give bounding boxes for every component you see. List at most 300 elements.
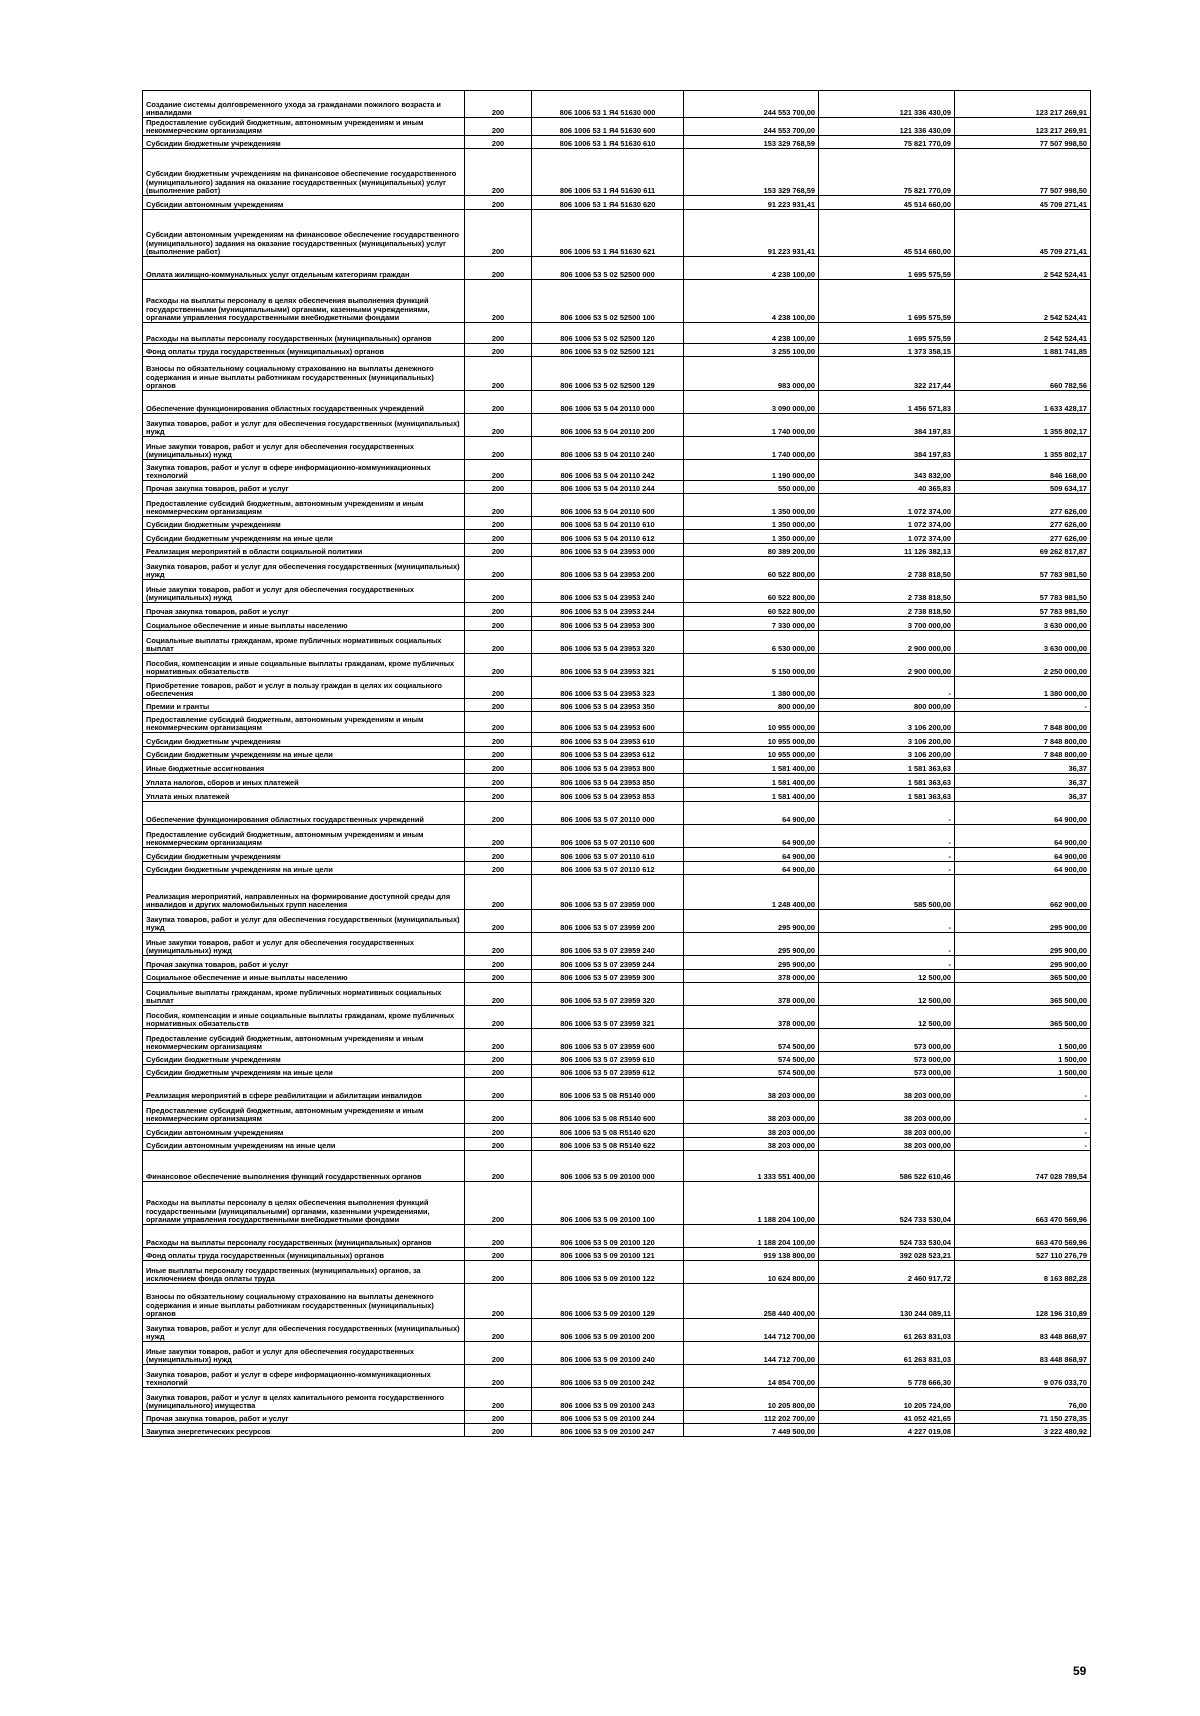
row-budget-code: 806 1006 53 5 07 23959 240 [532, 933, 684, 956]
row-name: Реализация мероприятий в области социальной политики [143, 544, 465, 557]
row-approved: 1 350 000,00 [684, 494, 819, 517]
row-approved: 983 000,00 [684, 357, 819, 391]
row-name: Иные закупки товаров, работ и услуг для обеспечения государственных (муниципальных) нужд [143, 437, 465, 460]
row-code: 200 [465, 910, 532, 933]
row-name: Субсидии автономным учреждениям [143, 1124, 465, 1138]
row-approved: 258 440 400,00 [684, 1284, 819, 1319]
row-unexecuted: 365 500,00 [955, 1006, 1091, 1029]
row-code: 200 [465, 1151, 532, 1182]
row-approved: 144 712 700,00 [684, 1319, 819, 1342]
row-unexecuted: 277 626,00 [955, 494, 1091, 517]
row-code: 200 [465, 196, 532, 210]
row-unexecuted: 8 163 882,28 [955, 1261, 1091, 1284]
row-approved: 1 333 551 400,00 [684, 1151, 819, 1182]
row-unexecuted: 1 355 802,17 [955, 437, 1091, 460]
table-row [143, 1078, 1091, 1101]
table-row [143, 460, 1091, 481]
row-code: 200 [465, 848, 532, 862]
row-executed: 40 365,83 [819, 481, 955, 494]
row-code: 200 [465, 344, 532, 357]
row-executed: 585 500,00 [819, 875, 955, 910]
row-approved: 1 581 400,00 [684, 774, 819, 788]
row-approved: 1 350 000,00 [684, 530, 819, 544]
row-budget-code: 806 1006 53 5 09 20100 129 [532, 1284, 684, 1319]
row-name: Взносы по обязательному социальному страхованию на выплаты денежного содержания и иные выплаты работникам государственных (муниципальных) органов [143, 1284, 465, 1319]
row-approved: 10 955 000,00 [684, 747, 819, 760]
row-budget-code: 806 1006 53 5 09 20100 243 [532, 1388, 684, 1411]
row-budget-code: 806 1006 53 5 04 23953 323 [532, 677, 684, 699]
table-row [143, 1424, 1091, 1437]
row-unexecuted: 660 782,56 [955, 357, 1091, 391]
table-row [143, 1029, 1091, 1052]
table-row [143, 1101, 1091, 1124]
row-budget-code: 806 1006 53 5 04 20110 600 [532, 494, 684, 517]
row-approved: 10 955 000,00 [684, 733, 819, 747]
row-code: 200 [465, 1319, 532, 1342]
row-approved: 574 500,00 [684, 1065, 819, 1078]
table-row [143, 760, 1091, 774]
row-executed: 121 336 430,09 [819, 118, 955, 136]
row-approved: 1 248 400,00 [684, 875, 819, 910]
row-code: 200 [465, 1101, 532, 1124]
row-executed: 121 336 430,09 [819, 91, 955, 118]
row-unexecuted: 45 709 271,41 [955, 196, 1091, 210]
row-approved: 3 255 100,00 [684, 344, 819, 357]
row-unexecuted: 45 709 271,41 [955, 210, 1091, 257]
table-row [143, 530, 1091, 544]
table-row [143, 580, 1091, 603]
row-executed: 322 217,44 [819, 357, 955, 391]
row-code: 200 [465, 983, 532, 1006]
table-row [143, 774, 1091, 788]
row-name: Премии и гранты [143, 699, 465, 712]
row-approved: 1 740 000,00 [684, 437, 819, 460]
row-name: Закупка товаров, работ и услуг для обеспечения государственных (муниципальных) нужд [143, 414, 465, 437]
row-code: 200 [465, 802, 532, 825]
row-budget-code: 806 1006 53 5 07 23959 244 [532, 956, 684, 970]
row-budget-code: 806 1006 53 5 07 20110 000 [532, 802, 684, 825]
row-unexecuted: 3 630 000,00 [955, 617, 1091, 631]
row-executed: 1 072 374,00 [819, 517, 955, 530]
row-name: Закупка товаров, работ и услуг в сфере информационно-коммуникационных технологий [143, 460, 465, 481]
table-row [143, 1225, 1091, 1248]
row-unexecuted: 747 028 789,54 [955, 1151, 1091, 1182]
row-budget-code: 806 1006 53 5 07 20110 612 [532, 862, 684, 875]
row-executed: - [819, 910, 955, 933]
row-name: Приобретение товаров, работ и услуг в пользу граждан в целях их социального обеспечения [143, 677, 465, 699]
row-budget-code: 806 1006 53 5 09 20100 200 [532, 1319, 684, 1342]
row-approved: 1 188 204 100,00 [684, 1225, 819, 1248]
row-executed: 41 052 421,65 [819, 1411, 955, 1424]
row-budget-code: 806 1006 53 5 04 20110 240 [532, 437, 684, 460]
row-budget-code: 806 1006 53 5 04 23953 244 [532, 603, 684, 617]
table-row [143, 677, 1091, 699]
table-row [143, 118, 1091, 136]
row-executed: 1 581 363,63 [819, 774, 955, 788]
row-budget-code: 806 1006 53 5 04 23953 612 [532, 747, 684, 760]
table-row [143, 825, 1091, 848]
row-name: Обеспечение функционирования областных государственных учреждений [143, 391, 465, 414]
row-code: 200 [465, 712, 532, 733]
row-code: 200 [465, 481, 532, 494]
row-approved: 1 190 000,00 [684, 460, 819, 481]
row-executed: 5 778 666,30 [819, 1365, 955, 1388]
row-approved: 64 900,00 [684, 802, 819, 825]
row-unexecuted: 123 217 269,91 [955, 91, 1091, 118]
row-name: Оплата жилищно-коммунальных услуг отдельным категориям граждан [143, 257, 465, 280]
row-executed: 1 072 374,00 [819, 530, 955, 544]
row-name: Субсидии бюджетным учреждениям [143, 848, 465, 862]
row-budget-code: 806 1006 53 5 02 52500 100 [532, 280, 684, 323]
row-code: 200 [465, 437, 532, 460]
table-row [143, 875, 1091, 910]
row-name: Закупка энергетических ресурсов [143, 1424, 465, 1437]
table-row [143, 956, 1091, 970]
row-code: 200 [465, 733, 532, 747]
row-unexecuted: - [955, 1078, 1091, 1101]
row-budget-code: 806 1006 53 5 04 20110 612 [532, 530, 684, 544]
table-row [143, 136, 1091, 149]
row-approved: 60 522 800,00 [684, 557, 819, 580]
table-row [143, 631, 1091, 654]
table-row [143, 196, 1091, 210]
row-name: Субсидии автономным учреждениям на иные цели [143, 1138, 465, 1151]
row-executed: 75 821 770,09 [819, 149, 955, 196]
row-unexecuted: - [955, 1101, 1091, 1124]
row-executed: 573 000,00 [819, 1065, 955, 1078]
row-budget-code: 806 1006 53 5 04 20110 610 [532, 517, 684, 530]
table-row [143, 1052, 1091, 1065]
row-executed: - [819, 862, 955, 875]
row-executed: 12 500,00 [819, 970, 955, 983]
row-executed: 524 733 530,04 [819, 1182, 955, 1225]
row-name: Предоставление субсидий бюджетным, автономным учреждениям и иным некоммерческим организациям [143, 1101, 465, 1124]
row-name: Взносы по обязательному социальному страхованию на выплаты денежного содержания и иные выплаты работникам государственных (муниципальных) органов [143, 357, 465, 391]
row-unexecuted: 527 110 276,79 [955, 1248, 1091, 1261]
row-code: 200 [465, 760, 532, 774]
row-code: 200 [465, 617, 532, 631]
row-name: Субсидии автономным учреждениям на финансовое обеспечение государственного (муниципального) задания на оказание государственных (муниципальных) услуг (выполнение работ) [143, 210, 465, 257]
row-budget-code: 806 1006 53 5 09 20100 121 [532, 1248, 684, 1261]
row-executed: 38 203 000,00 [819, 1138, 955, 1151]
row-approved: 1 350 000,00 [684, 517, 819, 530]
row-code: 200 [465, 1029, 532, 1052]
row-approved: 5 150 000,00 [684, 654, 819, 677]
table-row [143, 617, 1091, 631]
table-row [143, 1151, 1091, 1182]
row-budget-code: 806 1006 53 5 09 20100 240 [532, 1342, 684, 1365]
table-row [143, 1284, 1091, 1319]
row-code: 200 [465, 544, 532, 557]
row-budget-code: 806 1006 53 5 07 23959 600 [532, 1029, 684, 1052]
table-row [143, 699, 1091, 712]
row-name: Закупка товаров, работ и услуг в сфере информационно-коммуникационных технологий [143, 1365, 465, 1388]
row-budget-code: 806 1006 53 5 02 52500 000 [532, 257, 684, 280]
row-budget-code: 806 1006 53 5 04 23953 600 [532, 712, 684, 733]
row-unexecuted: 64 900,00 [955, 802, 1091, 825]
row-approved: 1 380 000,00 [684, 677, 819, 699]
row-executed: - [819, 848, 955, 862]
row-unexecuted: 7 848 800,00 [955, 747, 1091, 760]
row-name: Субсидии бюджетным учреждениям на финансовое обеспечение государственного (муниципального) задания на оказание государственных (муниципальных) услуг (выполнение работ) [143, 149, 465, 196]
table-row [143, 149, 1091, 196]
row-executed: 38 203 000,00 [819, 1124, 955, 1138]
table-row [143, 1388, 1091, 1411]
row-unexecuted: 57 783 981,50 [955, 557, 1091, 580]
row-approved: 153 329 768,59 [684, 149, 819, 196]
row-code: 200 [465, 875, 532, 910]
table-row [143, 747, 1091, 760]
row-name: Реализация мероприятий в сфере реабилитации и абилитации инвалидов [143, 1078, 465, 1101]
row-approved: 295 900,00 [684, 933, 819, 956]
row-name: Прочая закупка товаров, работ и услуг [143, 956, 465, 970]
row-name: Закупка товаров, работ и услуг для обеспечения государственных (муниципальных) нужд [143, 1319, 465, 1342]
row-name: Субсидии бюджетным учреждениям [143, 1052, 465, 1065]
row-unexecuted: 36,37 [955, 788, 1091, 802]
row-unexecuted: 36,37 [955, 774, 1091, 788]
row-executed: 586 522 610,46 [819, 1151, 955, 1182]
row-code: 200 [465, 280, 532, 323]
row-approved: 4 238 100,00 [684, 323, 819, 344]
row-executed: 2 900 000,00 [819, 631, 955, 654]
table-row [143, 544, 1091, 557]
row-executed: - [819, 956, 955, 970]
row-budget-code: 806 1006 53 5 07 23959 320 [532, 983, 684, 1006]
page-number: 59 [1073, 1664, 1087, 1678]
row-unexecuted: 3 630 000,00 [955, 631, 1091, 654]
table-row [143, 494, 1091, 517]
row-budget-code: 806 1006 53 1 Я4 51630 620 [532, 196, 684, 210]
table-row [143, 517, 1091, 530]
row-budget-code: 806 1006 53 5 04 20110 000 [532, 391, 684, 414]
row-budget-code: 806 1006 53 5 07 20110 610 [532, 848, 684, 862]
row-name: Пособия, компенсации и иные социальные выплаты гражданам, кроме публичных нормативных обязательств [143, 1006, 465, 1029]
row-unexecuted: - [955, 699, 1091, 712]
row-approved: 153 329 768,59 [684, 136, 819, 149]
row-budget-code: 806 1006 53 5 08 R5140 620 [532, 1124, 684, 1138]
row-executed: 343 832,00 [819, 460, 955, 481]
row-executed: 61 263 831,03 [819, 1342, 955, 1365]
row-approved: 38 203 000,00 [684, 1124, 819, 1138]
row-code: 200 [465, 557, 532, 580]
row-name: Прочая закупка товаров, работ и услуг [143, 481, 465, 494]
row-unexecuted: 64 900,00 [955, 825, 1091, 848]
row-budget-code: 806 1006 53 5 04 23953 321 [532, 654, 684, 677]
row-unexecuted: 128 196 310,89 [955, 1284, 1091, 1319]
row-unexecuted: 1 633 428,17 [955, 391, 1091, 414]
row-unexecuted: 509 634,17 [955, 481, 1091, 494]
row-executed: 38 203 000,00 [819, 1078, 955, 1101]
row-budget-code: 806 1006 53 1 Я4 51630 610 [532, 136, 684, 149]
row-executed: 1 581 363,63 [819, 760, 955, 774]
row-name: Расходы на выплаты персоналу государственных (муниципальных) органов [143, 1225, 465, 1248]
row-approved: 3 090 000,00 [684, 391, 819, 414]
row-code: 200 [465, 257, 532, 280]
row-code: 200 [465, 1078, 532, 1101]
table-row [143, 654, 1091, 677]
row-code: 200 [465, 136, 532, 149]
row-unexecuted: 36,37 [955, 760, 1091, 774]
row-approved: 4 238 100,00 [684, 257, 819, 280]
row-budget-code: 806 1006 53 5 09 20100 100 [532, 1182, 684, 1225]
row-budget-code: 806 1006 53 5 04 23953 200 [532, 557, 684, 580]
row-name: Создание системы долговременного ухода за гражданами пожилого возраста и инвалидами [143, 91, 465, 118]
row-budget-code: 806 1006 53 1 Я4 51630 611 [532, 149, 684, 196]
row-code: 200 [465, 1261, 532, 1284]
row-approved: 244 553 700,00 [684, 91, 819, 118]
table-row [143, 91, 1091, 118]
row-executed: 130 244 089,11 [819, 1284, 955, 1319]
row-executed: 384 197,83 [819, 437, 955, 460]
row-code: 200 [465, 677, 532, 699]
row-budget-code: 806 1006 53 5 07 23959 200 [532, 910, 684, 933]
row-executed: 2 738 818,50 [819, 603, 955, 617]
row-code: 200 [465, 862, 532, 875]
row-approved: 91 223 931,41 [684, 210, 819, 257]
row-name: Расходы на выплаты персоналу в целях обеспечения выполнения функций государственными (муниципальными) органами, казенными учреждениями, органами управления государственными внебюджетными фондами [143, 1182, 465, 1225]
row-name: Иные закупки товаров, работ и услуг для обеспечения государственных (муниципальных) нужд [143, 580, 465, 603]
row-approved: 574 500,00 [684, 1052, 819, 1065]
row-code: 200 [465, 1182, 532, 1225]
row-executed: 524 733 530,04 [819, 1225, 955, 1248]
row-code: 200 [465, 530, 532, 544]
row-executed: 1 581 363,63 [819, 788, 955, 802]
row-approved: 1 581 400,00 [684, 760, 819, 774]
row-name: Субсидии бюджетным учреждениям [143, 517, 465, 530]
row-code: 200 [465, 323, 532, 344]
row-executed: 4 227 019,08 [819, 1424, 955, 1437]
row-unexecuted: 2 542 524,41 [955, 323, 1091, 344]
row-name: Предоставление субсидий бюджетным, автономным учреждениям и иным некоммерческим организациям [143, 712, 465, 733]
row-unexecuted: 846 168,00 [955, 460, 1091, 481]
row-code: 200 [465, 414, 532, 437]
row-unexecuted: 1 881 741,85 [955, 344, 1091, 357]
row-unexecuted: 1 355 802,17 [955, 414, 1091, 437]
row-budget-code: 806 1006 53 5 02 52500 121 [532, 344, 684, 357]
row-name: Предоставление субсидий бюджетным, автономным учреждениям и иным некоммерческим организациям [143, 118, 465, 136]
row-budget-code: 806 1006 53 5 09 20100 122 [532, 1261, 684, 1284]
row-executed: 392 028 523,21 [819, 1248, 955, 1261]
row-executed: 3 700 000,00 [819, 617, 955, 631]
row-code: 200 [465, 357, 532, 391]
table-row [143, 1319, 1091, 1342]
row-executed: 2 900 000,00 [819, 654, 955, 677]
row-name: Предоставление субсидий бюджетным, автономным учреждениям и иным некоммерческим организациям [143, 825, 465, 848]
row-code: 200 [465, 1006, 532, 1029]
row-unexecuted: 7 848 800,00 [955, 733, 1091, 747]
row-name: Иные закупки товаров, работ и услуг для обеспечения государственных (муниципальных) нужд [143, 1342, 465, 1365]
table-row [143, 1365, 1091, 1388]
row-executed: 1 695 575,59 [819, 323, 955, 344]
row-name: Финансовое обеспечение выполнения функций государственных органов [143, 1151, 465, 1182]
row-approved: 1 188 204 100,00 [684, 1182, 819, 1225]
row-unexecuted: 57 783 981,50 [955, 580, 1091, 603]
row-approved: 919 138 800,00 [684, 1248, 819, 1261]
table-row [143, 1006, 1091, 1029]
row-approved: 144 712 700,00 [684, 1342, 819, 1365]
row-code: 200 [465, 210, 532, 257]
row-unexecuted: 662 900,00 [955, 875, 1091, 910]
row-code: 200 [465, 118, 532, 136]
table-row [143, 712, 1091, 733]
table-row [143, 788, 1091, 802]
row-approved: 7 449 500,00 [684, 1424, 819, 1437]
row-unexecuted: - [955, 1124, 1091, 1138]
row-name: Иные выплаты персоналу государственных (муниципальных) органов, за исключением фонда оплаты труда [143, 1261, 465, 1284]
row-executed: 10 205 724,00 [819, 1388, 955, 1411]
row-budget-code: 806 1006 53 5 04 23953 850 [532, 774, 684, 788]
row-code: 200 [465, 149, 532, 196]
row-executed: - [819, 802, 955, 825]
row-unexecuted: 2 542 524,41 [955, 257, 1091, 280]
row-budget-code: 806 1006 53 5 04 23953 240 [532, 580, 684, 603]
table-row [143, 733, 1091, 747]
table-row [143, 257, 1091, 280]
row-executed: - [819, 933, 955, 956]
row-code: 200 [465, 603, 532, 617]
table-row [143, 344, 1091, 357]
row-name: Субсидии бюджетным учреждениям на иные цели [143, 747, 465, 760]
table-row [143, 983, 1091, 1006]
row-approved: 574 500,00 [684, 1029, 819, 1052]
table-row [143, 1124, 1091, 1138]
row-executed: 573 000,00 [819, 1052, 955, 1065]
row-budget-code: 806 1006 53 5 07 23959 610 [532, 1052, 684, 1065]
table-row [143, 970, 1091, 983]
row-unexecuted: 71 150 278,35 [955, 1411, 1091, 1424]
table-row [143, 1065, 1091, 1078]
row-unexecuted: 2 250 000,00 [955, 654, 1091, 677]
row-approved: 295 900,00 [684, 910, 819, 933]
row-code: 200 [465, 580, 532, 603]
row-approved: 1 740 000,00 [684, 414, 819, 437]
row-approved: 550 000,00 [684, 481, 819, 494]
row-executed: 2 738 818,50 [819, 580, 955, 603]
row-name: Фонд оплаты труда государственных (муниципальных) органов [143, 344, 465, 357]
row-executed: - [819, 825, 955, 848]
row-unexecuted: 77 507 998,50 [955, 149, 1091, 196]
row-budget-code: 806 1006 53 5 02 52500 129 [532, 357, 684, 391]
row-approved: 10 205 800,00 [684, 1388, 819, 1411]
row-name: Субсидии бюджетным учреждениям на иные цели [143, 1065, 465, 1078]
row-budget-code: 806 1006 53 5 08 R5140 600 [532, 1101, 684, 1124]
row-code: 200 [465, 1248, 532, 1261]
row-code: 200 [465, 747, 532, 760]
row-approved: 80 389 200,00 [684, 544, 819, 557]
row-approved: 91 223 931,41 [684, 196, 819, 210]
row-code: 200 [465, 933, 532, 956]
row-name: Реализация мероприятий, направленных на формирование доступной среды для инвалидов и других маломобильных групп населения [143, 875, 465, 910]
row-unexecuted: 77 507 998,50 [955, 136, 1091, 149]
row-unexecuted: 663 470 569,96 [955, 1225, 1091, 1248]
row-executed: 1 695 575,59 [819, 280, 955, 323]
row-name: Субсидии бюджетным учреждениям [143, 733, 465, 747]
row-name: Фонд оплаты труда государственных (муниципальных) органов [143, 1248, 465, 1261]
row-executed: 2 460 917,72 [819, 1261, 955, 1284]
row-unexecuted: 365 500,00 [955, 983, 1091, 1006]
row-name: Закупка товаров, работ и услуг для обеспечения государственных (муниципальных) нужд [143, 557, 465, 580]
row-unexecuted: 277 626,00 [955, 530, 1091, 544]
row-budget-code: 806 1006 53 5 02 52500 120 [532, 323, 684, 344]
table-row [143, 481, 1091, 494]
row-executed: 384 197,83 [819, 414, 955, 437]
row-name: Социальные выплаты гражданам, кроме публичных нормативных социальных выплат [143, 631, 465, 654]
row-unexecuted: 277 626,00 [955, 517, 1091, 530]
row-approved: 60 522 800,00 [684, 603, 819, 617]
row-unexecuted: 295 900,00 [955, 933, 1091, 956]
row-code: 200 [465, 654, 532, 677]
row-budget-code: 806 1006 53 5 04 20110 244 [532, 481, 684, 494]
